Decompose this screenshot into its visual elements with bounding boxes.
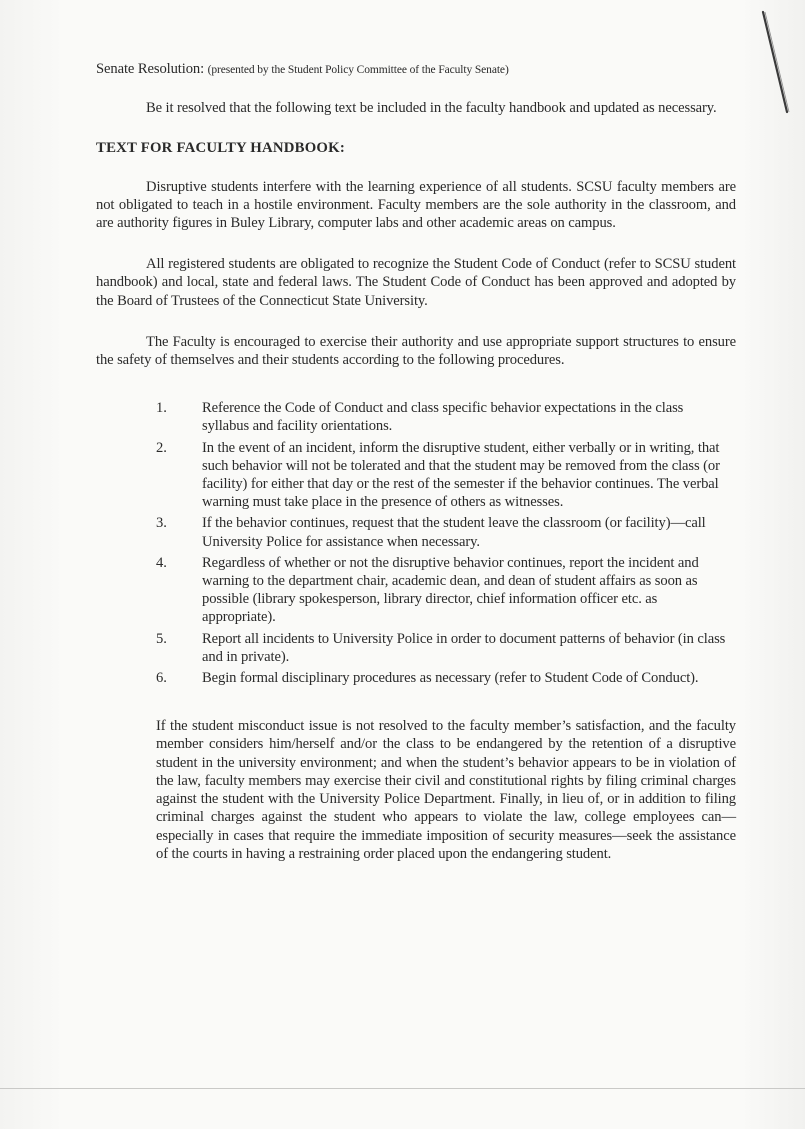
procedure-item [156, 669, 736, 687]
paragraph-criminal-charges: If the student misconduct issue is not resolved to the faculty member’s satisfaction, and the faculty member considers him/herself and/or the class to be endangered by the retention of a disruptive student in the university environment; and when the student’s behavior appears to be in violation of the law, faculty members may exercise their civil and constitutional rights by filing criminal charges against the student with the University Police Department. Finally, in lieu of, or in addition to filing criminal charges against the student who appears to violate the law, college employees can—especially in cases that require the immediate imposition of security measures—seek the assistance of the courts in having a restraining order placed upon the endangering student. [156, 718, 736, 862]
procedure-text: Reference the Code of Conduct and class specific behavior expectations in the class syllabus and facility orientations. [202, 400, 684, 435]
paragraph-disruptive-students: Disruptive students interfere with the learning experience of all students. SCSU faculty members are not obligated to teach in a hostile environment. Faculty members are the sole authority in the classroom, and are authority figures in Buley Library, computer labs and other academic areas on campus. [96, 178, 736, 232]
resolution-title: Senate Resolution: [96, 61, 205, 77]
paragraph-code-of-conduct: All registered students are obligated to recognize the Student Code of Conduct (refer to SCSU student handbook) and local, state and federal laws. The Student Code of Conduct has been approved and adopted by the Board of Trustees of the Connecticut State University. [96, 256, 736, 309]
procedure-number: 1. [156, 400, 167, 417]
procedure-item [156, 439, 736, 512]
procedure-text: Regardless of whether or not the disruptive behavior continues, report the incident and warning to the department chair, academic dean, and dean of student affairs as soon as possible (library spokesperson, library director, chief information officer etc. as appropriate). [202, 554, 699, 626]
procedure-item [156, 554, 736, 627]
procedure-item [156, 630, 736, 666]
procedure-number: 2. [156, 439, 167, 456]
procedure-text: Report all incidents to University Police in order to document patterns of behavior (in class and in private). [202, 630, 726, 665]
handbook-heading: TEXT FOR FACULTY HANDBOOK: [96, 140, 345, 157]
resolution-header [96, 60, 736, 79]
scan-edge-mark [749, 8, 799, 118]
procedure-number: 5. [156, 630, 167, 647]
paragraph-faculty-authority: The Faculty is encouraged to exercise their authority and use appropriate support structures to ensure the safety of themselves and their students according to the following procedures. [96, 333, 736, 369]
procedure-number: 6. [156, 670, 167, 687]
procedure-text: Begin formal disciplinary procedures as necessary (refer to Student Code of Conduct). [202, 670, 699, 687]
procedures-list [96, 399, 736, 687]
procedure-number: 4. [156, 554, 167, 571]
procedure-number: 3. [156, 515, 167, 532]
procedure-item [156, 399, 736, 435]
document-body [96, 60, 736, 863]
procedure-item [156, 514, 736, 550]
resolution-presenter-note: (presented by the Student Policy Committee of the Faculty Senate) [207, 64, 509, 76]
resolved-statement: Be it resolved that the following text be included in the faculty handbook and updated as necessary. [146, 100, 717, 117]
procedure-text: In the event of an incident, inform the disruptive student, either verbally or in writing, that such behavior will not be tolerated and that the student may be removed from the class (or facility) for either that day or the rest of the semester if the behavior continues. The verbal warning must take place in the presence of others as witnesses. [202, 439, 720, 511]
scan-bottom-edge [0, 1088, 805, 1089]
procedure-text: If the behavior continues, request that the student leave the classroom (or facility)—call University Police for assistance when necessary. [202, 515, 706, 550]
